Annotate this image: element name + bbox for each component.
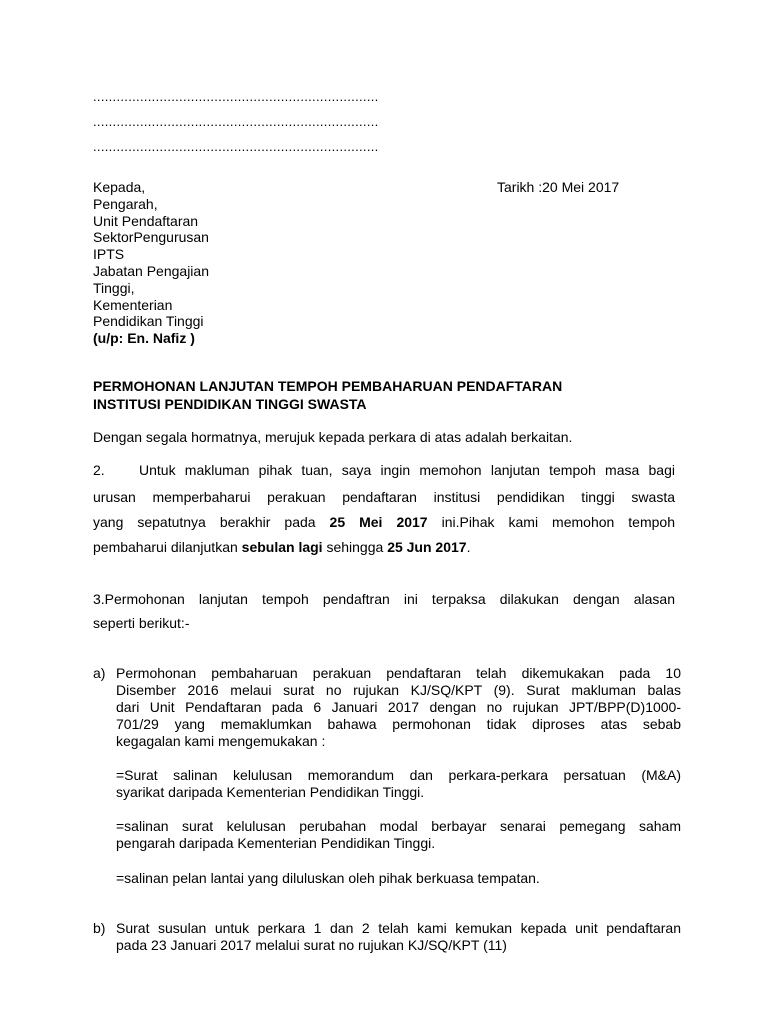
date-highlight: 25 Jun 2017: [387, 539, 467, 555]
recipient-line: Kementerian: [93, 296, 173, 313]
list-item-text: [116, 920, 681, 954]
text-span: pembaharui dilanjutkan: [93, 539, 242, 555]
paragraph-line: urusan memperbaharui perakuan pendaftaran institusi pendidikan tinggi swasta: [93, 489, 675, 505]
recipient-line: IPTS: [93, 246, 125, 263]
list-marker: b): [93, 920, 106, 936]
requirement-line: syarikat daripada Kementerian Pendidikan Tinggi.: [116, 784, 425, 800]
duration-highlight: sebulan lagi: [241, 539, 323, 555]
list-item-text: [116, 665, 681, 750]
list-item-line: kegagalan kami mengemukakan :: [116, 733, 326, 749]
sender-dotted-line-1: .........................................................................: [93, 89, 379, 104]
recipient-attention: (u/p: En. Nafiz ): [93, 330, 195, 347]
paragraph-line: [93, 513, 675, 531]
list-item-line: Surat susulan untuk perkara 1 dan 2 telah kami kemukan kepada unit pendaftaran: [116, 920, 681, 936]
recipient-line: SektorPengurusan: [93, 229, 209, 246]
subject-line-2: INSTITUSI PENDIDIKAN TINGGI SWASTA: [93, 396, 367, 412]
paragraph-line: [139, 462, 675, 478]
requirement-line: =salinan surat kelulusan perubahan modal berbayar senarai pemegang saham: [116, 818, 681, 834]
recipient-line: Tinggi,: [93, 279, 135, 296]
recipient-line: Unit Pendaftaran: [93, 212, 199, 229]
paragraph-text: Untuk makluman pihak tuan, saya ingin memohon lanjutan tempoh masa bagi: [139, 462, 675, 478]
recipient-line: Pendidikan Tinggi: [93, 313, 204, 330]
text-span: sehingga: [322, 539, 388, 555]
requirement-3: =salinan pelan lantai yang diluluskan oleh pihak berkuasa tempatan.: [116, 870, 540, 886]
list-marker: a): [93, 665, 106, 681]
requirement-1: [116, 767, 681, 801]
sender-dotted-line-2: .........................................................................: [93, 114, 379, 129]
recipient-line: Pengarah,: [93, 195, 158, 212]
letter-date: Tarikh :20 Mei 2017: [497, 179, 620, 195]
list-item-line: 701/29 yang memaklumkan bahawa permohonan tidak diproses atas sebab: [116, 716, 681, 732]
requirement-line: =Surat salinan kelulusan memorandum dan perkara-perkara persatuan (M&A): [116, 767, 681, 783]
requirement-2: [116, 818, 681, 852]
sender-dotted-line-3: .........................................................................: [93, 139, 379, 154]
subject-line-1: PERMOHONAN LANJUTAN TEMPOH PEMBAHARUAN PENDAFTARAN: [93, 378, 563, 394]
paragraph-3-line-2: seperti berikut:-: [93, 615, 190, 631]
text-span: .: [466, 539, 471, 555]
recipient-line: Kepada,: [93, 179, 146, 195]
paragraph-line: [93, 539, 470, 555]
requirement-line: pengarah daripada Kementerian Pendidikan Tinggi.: [116, 835, 436, 851]
recipient-line: Jabatan Pengajian: [93, 262, 209, 279]
text-span: ini.Pihak kami memohon tempoh: [427, 514, 675, 530]
list-item-line: Disember 2016 melaui surat no rujukan KJ/SQ/KPT (9). Surat makluman balas: [116, 682, 681, 698]
date-highlight: 25 Mei 2017: [329, 514, 428, 530]
list-item-line: Permohonan pembaharuan perakuan pendaftaran telah dikemukakan pada 10: [116, 665, 681, 681]
paragraph-number: 2.: [93, 462, 105, 478]
recipient-address: [93, 179, 209, 347]
paragraph-3-line-1: 3.Permohonan lanjutan tempoh pendaftran ini terpaksa dilakukan dengan alasan: [93, 591, 675, 607]
list-item-line: dari Unit Pendaftaran pada 6 Januari 2017 dengan no rujukan JPT/BPP(D)1000-: [116, 699, 681, 715]
paragraph-greeting: Dengan segala hormatnya, merujuk kepada perkara di atas adalah berkaitan.: [93, 429, 573, 445]
list-item-line: pada 23 Januari 2017 melalui surat no rujukan KJ/SQ/KPT (11): [116, 937, 507, 953]
text-span: yang sepatutnya berakhir pada: [93, 514, 330, 530]
